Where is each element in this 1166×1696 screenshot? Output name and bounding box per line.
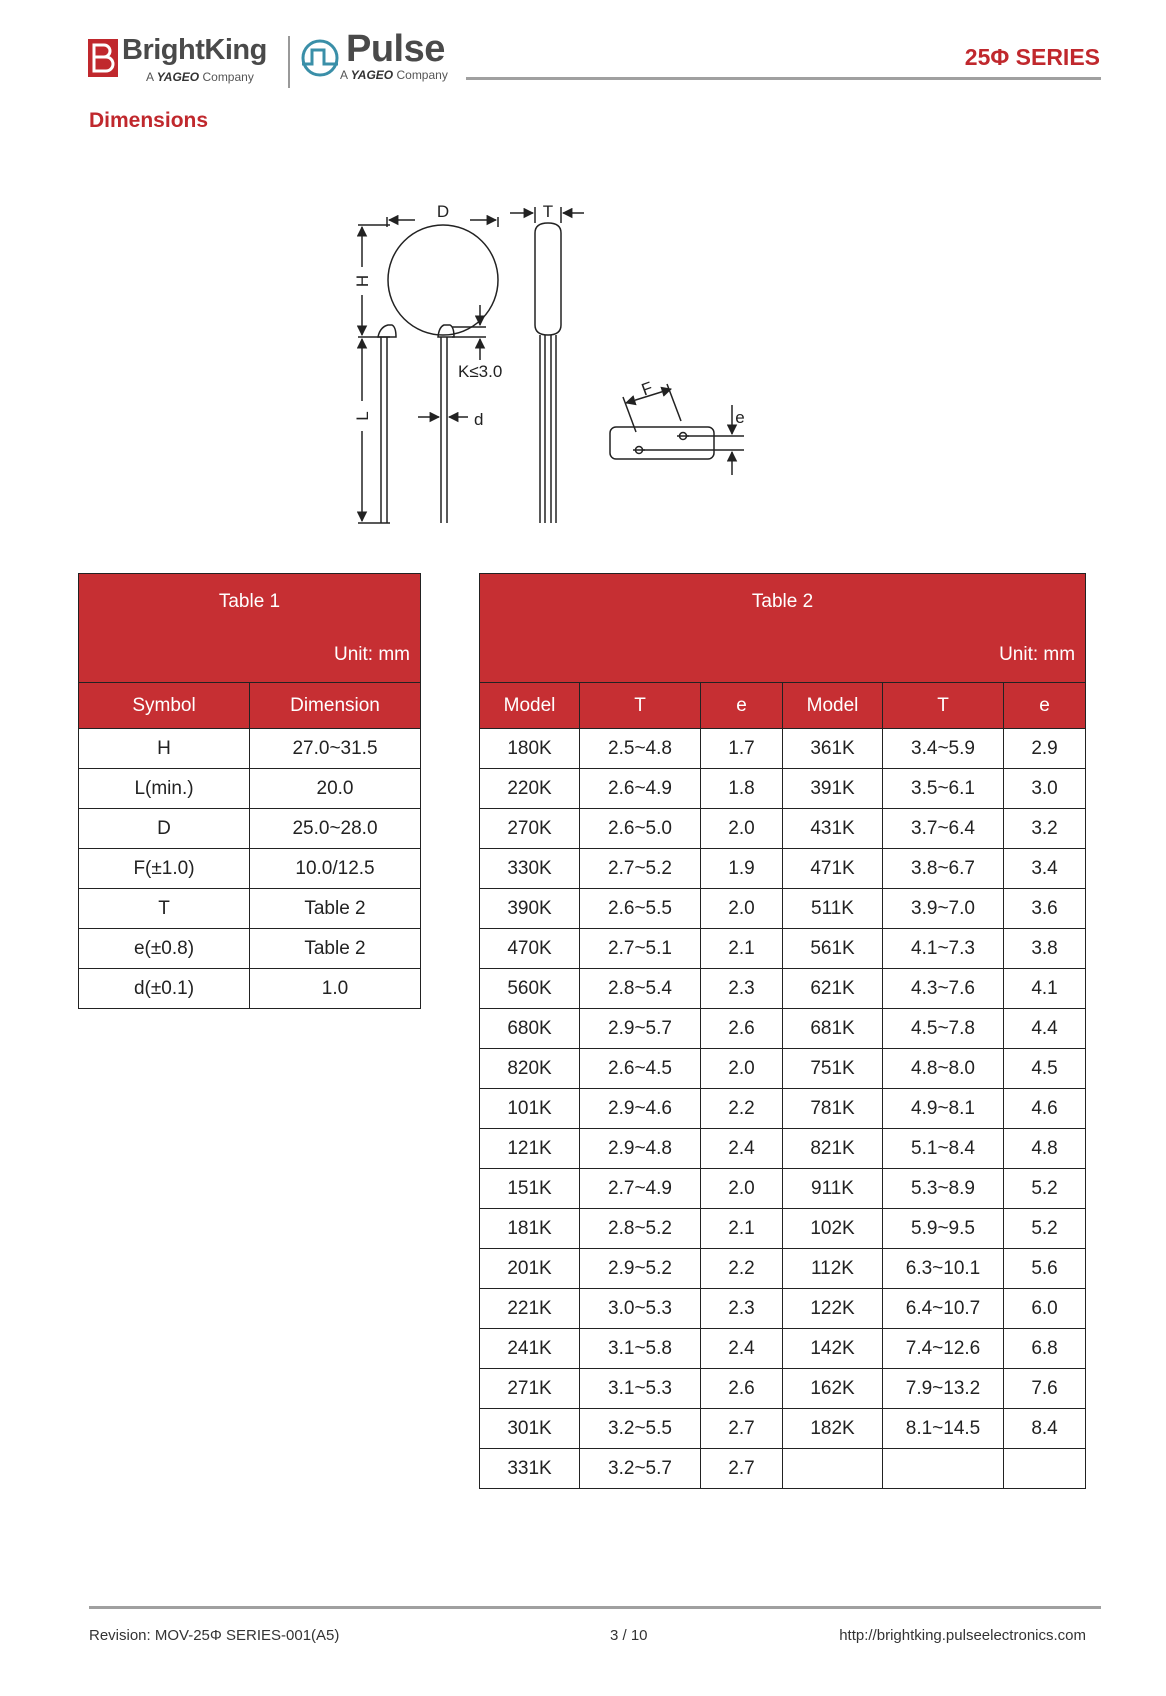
table-row [79, 809, 421, 849]
disc-body [388, 225, 498, 335]
table-cell: 2.6~5.0 [580, 809, 701, 849]
table-2-header [480, 574, 1086, 683]
table-cell: 471K [783, 849, 883, 889]
column-header: Symbol [79, 683, 250, 729]
brightking-logo-icon [88, 39, 118, 77]
table-cell: 6.0 [1004, 1289, 1086, 1329]
header-rule [466, 77, 1101, 80]
table-cell: 2.3 [701, 1289, 783, 1329]
table-2 [479, 573, 1086, 1489]
table-cell: 3.2 [1004, 809, 1086, 849]
table-cell: 271K [480, 1369, 580, 1409]
table-cell: 3.2~5.5 [580, 1409, 701, 1449]
table-row [480, 729, 1086, 769]
table-cell: 180K [480, 729, 580, 769]
table-cell: 1.8 [701, 769, 783, 809]
table-cell: 4.6 [1004, 1089, 1086, 1129]
table-cell: 2.0 [701, 809, 783, 849]
table-row [79, 929, 421, 969]
table-cell [883, 1449, 1004, 1489]
column-header: e [1004, 683, 1086, 729]
table-cell: 2.0 [701, 1049, 783, 1089]
table-row [79, 729, 421, 769]
table-row [79, 849, 421, 889]
pulse-subtitle: A YAGEO Company [340, 68, 448, 82]
table-cell: 2.2 [701, 1249, 783, 1289]
table-cell: 102K [783, 1209, 883, 1249]
table-cell: 621K [783, 969, 883, 1009]
table-cell: 2.9 [1004, 729, 1086, 769]
table-cell: 2.6~4.5 [580, 1049, 701, 1089]
table-cell: 301K [480, 1409, 580, 1449]
table-cell: 4.1~7.3 [883, 929, 1004, 969]
table-cell: 3.0~5.3 [580, 1289, 701, 1329]
table-cell: L(min.) [79, 769, 250, 809]
label-lead-d: d [474, 410, 484, 429]
table-cell: D [79, 809, 250, 849]
table-cell: 3.8~6.7 [883, 849, 1004, 889]
pulse-name: Pulse [346, 28, 445, 70]
table-cell: 5.3~8.9 [883, 1169, 1004, 1209]
table-cell: F(±1.0) [79, 849, 250, 889]
table-cell: 331K [480, 1449, 580, 1489]
table-cell: 2.7~4.9 [580, 1169, 701, 1209]
table-cell: 911K [783, 1169, 883, 1209]
table-cell: 10.0/12.5 [250, 849, 421, 889]
table-cell: 7.9~13.2 [883, 1369, 1004, 1409]
table-row [480, 809, 1086, 849]
side-body [535, 223, 561, 335]
table-row [480, 1209, 1086, 1249]
table-row [79, 969, 421, 1009]
table-cell: 330K [480, 849, 580, 889]
table-cell: 270K [480, 809, 580, 849]
table-cell: 1.9 [701, 849, 783, 889]
table-row [480, 969, 1086, 1009]
table-cell: 6.3~10.1 [883, 1249, 1004, 1289]
table-cell: 751K [783, 1049, 883, 1089]
table-cell: 201K [480, 1249, 580, 1289]
table-cell: 2.6 [701, 1369, 783, 1409]
table-cell: 7.6 [1004, 1369, 1086, 1409]
table-cell: 101K [480, 1089, 580, 1129]
table-cell: e(±0.8) [79, 929, 250, 969]
table-row [79, 769, 421, 809]
table-cell: 680K [480, 1009, 580, 1049]
table-cell: 3.4 [1004, 849, 1086, 889]
table-cell: 3.6 [1004, 889, 1086, 929]
table-cell: 4.4 [1004, 1009, 1086, 1049]
table-cell: 2.9~5.7 [580, 1009, 701, 1049]
table-cell: 1.0 [250, 969, 421, 1009]
table-cell: 560K [480, 969, 580, 1009]
table-cell: T [79, 889, 250, 929]
table-cell: 3.9~7.0 [883, 889, 1004, 929]
table-cell: 121K [480, 1129, 580, 1169]
table-cell: 2.7~5.1 [580, 929, 701, 969]
table-cell: 2.9~5.2 [580, 1249, 701, 1289]
column-header: T [883, 683, 1004, 729]
label-h: H [353, 274, 372, 288]
table-row [480, 1329, 1086, 1369]
table-cell: 142K [783, 1329, 883, 1369]
table-cell: 7.4~12.6 [883, 1329, 1004, 1369]
table-cell: 3.1~5.3 [580, 1369, 701, 1409]
table-cell: 151K [480, 1169, 580, 1209]
table-cell: 391K [783, 769, 883, 809]
table-cell: 3.5~6.1 [883, 769, 1004, 809]
label-l: L [353, 411, 372, 421]
table-cell: 2.5~4.8 [580, 729, 701, 769]
table-cell: 2.1 [701, 929, 783, 969]
table-cell [783, 1449, 883, 1489]
table-cell: 2.7~5.2 [580, 849, 701, 889]
label-d-diameter: D [436, 202, 450, 221]
table-cell: 5.6 [1004, 1249, 1086, 1289]
table-cell: 3.2~5.7 [580, 1449, 701, 1489]
section-title: Dimensions [89, 109, 209, 132]
table-row [480, 1289, 1086, 1329]
table-cell: H [79, 729, 250, 769]
table-cell: 2.3 [701, 969, 783, 1009]
table-cell: 221K [480, 1289, 580, 1329]
table-cell: 3.1~5.8 [580, 1329, 701, 1369]
table-cell: 8.1~14.5 [883, 1409, 1004, 1449]
table-cell: 2.1 [701, 1209, 783, 1249]
logo-divider [288, 36, 290, 88]
table-row [480, 1249, 1086, 1289]
label-f: F [638, 378, 656, 400]
table-1-title: Table 1 [218, 591, 281, 612]
footer-page-number: 3 / 10 [610, 1627, 648, 1644]
table-cell: 27.0~31.5 [250, 729, 421, 769]
label-k: K≤3.0 [458, 362, 503, 381]
table-cell: 5.2 [1004, 1209, 1086, 1249]
column-header: Model [783, 683, 883, 729]
table-cell: 162K [783, 1369, 883, 1409]
table-cell: 2.6~4.9 [580, 769, 701, 809]
table-cell: 2.7 [701, 1449, 783, 1489]
column-header: Dimension [250, 683, 421, 729]
table-cell: 181K [480, 1209, 580, 1249]
footer-rule [89, 1606, 1101, 1609]
table-cell: 431K [783, 809, 883, 849]
table-row [480, 1409, 1086, 1449]
table-cell: 2.8~5.4 [580, 969, 701, 1009]
table-cell: 4.8 [1004, 1129, 1086, 1169]
table-cell: 2.4 [701, 1129, 783, 1169]
table-cell: 5.1~8.4 [883, 1129, 1004, 1169]
table-cell: 2.9~4.6 [580, 1089, 701, 1129]
table-cell: 3.0 [1004, 769, 1086, 809]
table-cell: 2.0 [701, 1169, 783, 1209]
table-cell: 1.7 [701, 729, 783, 769]
footer-url: http://brightking.pulseelectronics.com [839, 1627, 1086, 1644]
table-1 [78, 573, 421, 1009]
table-cell: d(±0.1) [79, 969, 250, 1009]
table-cell: 561K [783, 929, 883, 969]
brightking-name: BrightKing [122, 34, 267, 66]
table-cell: 4.5~7.8 [883, 1009, 1004, 1049]
table-cell: 2.2 [701, 1089, 783, 1129]
table-cell: 2.4 [701, 1329, 783, 1369]
table-row [480, 769, 1086, 809]
brightking-logo [88, 34, 273, 86]
table-cell: 2.0 [701, 889, 783, 929]
dimension-drawing [340, 195, 820, 535]
table-cell: 220K [480, 769, 580, 809]
table-cell: 820K [480, 1049, 580, 1089]
pulse-logo [298, 30, 468, 88]
table-cell: 3.8 [1004, 929, 1086, 969]
table-row [480, 1009, 1086, 1049]
table-row [480, 849, 1086, 889]
table-row [79, 889, 421, 929]
table-cell: 390K [480, 889, 580, 929]
table-row [480, 1089, 1086, 1129]
table-cell: 2.7 [701, 1409, 783, 1449]
table-row [480, 1129, 1086, 1169]
table-row [480, 1449, 1086, 1489]
table-cell: 25.0~28.0 [250, 809, 421, 849]
table-cell: 4.1 [1004, 969, 1086, 1009]
table-cell: 470K [480, 929, 580, 969]
table-row [480, 1169, 1086, 1209]
table-2-body [480, 729, 1086, 1489]
table-cell: 8.4 [1004, 1409, 1086, 1449]
pulse-logo-icon [298, 38, 342, 78]
label-e: e [735, 408, 745, 427]
table-cell: 2.9~4.8 [580, 1129, 701, 1169]
table-2-title: Table 2 [751, 591, 814, 612]
table-cell: 4.9~8.1 [883, 1089, 1004, 1129]
table-row [480, 1049, 1086, 1089]
table-cell: 5.9~9.5 [883, 1209, 1004, 1249]
bottom-view-body [610, 427, 714, 459]
table-cell: Table 2 [250, 929, 421, 969]
table-cell: 2.6~5.5 [580, 889, 701, 929]
table-cell: 5.2 [1004, 1169, 1086, 1209]
table-cell: 681K [783, 1009, 883, 1049]
table-cell: 4.8~8.0 [883, 1049, 1004, 1089]
label-t: T [542, 202, 554, 221]
table-cell: 6.4~10.7 [883, 1289, 1004, 1329]
column-header: T [580, 683, 701, 729]
table-cell: Table 2 [250, 889, 421, 929]
footer-revision: Revision: MOV-25Φ SERIES-001(A5) [89, 1627, 340, 1644]
table-cell [1004, 1449, 1086, 1489]
table-1-body [79, 729, 421, 1009]
table-2-unit: Unit: mm [999, 644, 1076, 665]
column-header: Model [480, 683, 580, 729]
table-cell: 511K [783, 889, 883, 929]
table-cell: 2.6 [701, 1009, 783, 1049]
table-row [480, 889, 1086, 929]
table-cell: 361K [783, 729, 883, 769]
table-cell: 182K [783, 1409, 883, 1449]
series-title: 25Φ SERIES [964, 44, 1100, 70]
table-cell: 3.7~6.4 [883, 809, 1004, 849]
table-1-header [79, 574, 421, 683]
table-1-unit: Unit: mm [334, 644, 410, 665]
table-cell: 781K [783, 1089, 883, 1129]
table-row [480, 1369, 1086, 1409]
column-header: e [701, 683, 783, 729]
table-cell: 821K [783, 1129, 883, 1169]
table-cell: 4.5 [1004, 1049, 1086, 1089]
table-cell: 241K [480, 1329, 580, 1369]
table-cell: 6.8 [1004, 1329, 1086, 1369]
table-cell: 4.3~7.6 [883, 969, 1004, 1009]
table-cell: 2.8~5.2 [580, 1209, 701, 1249]
table-row [480, 929, 1086, 969]
table-cell: 122K [783, 1289, 883, 1329]
table-cell: 3.4~5.9 [883, 729, 1004, 769]
table-cell: 112K [783, 1249, 883, 1289]
brightking-subtitle: A YAGEO Company [146, 70, 254, 84]
table-cell: 20.0 [250, 769, 421, 809]
